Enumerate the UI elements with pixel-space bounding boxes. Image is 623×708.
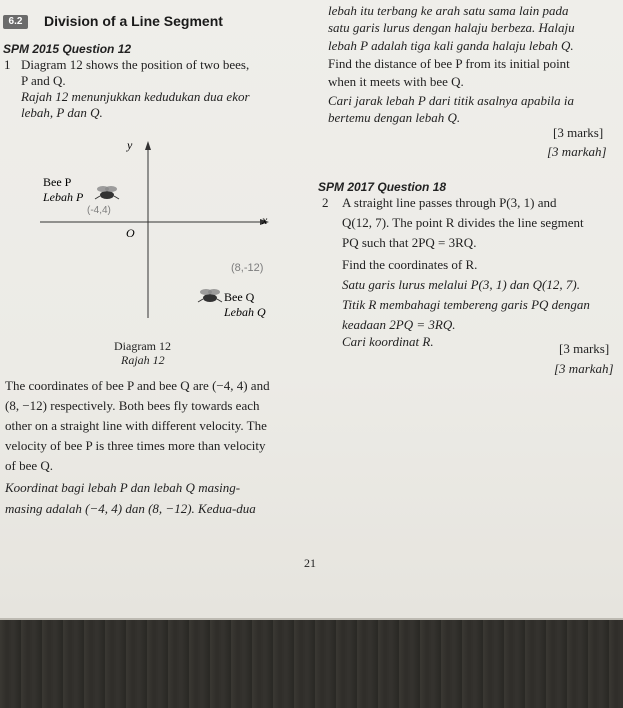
handwritten-p-coords: (-4,4) xyxy=(87,205,111,216)
body-line-3: other on a straight line with different velocity. The xyxy=(5,418,267,433)
question-2-malay-line-2: Titik R membahagi tembereng garis PQ dengan xyxy=(342,297,590,312)
bee-q-icon xyxy=(198,289,222,302)
page-number: 21 xyxy=(304,556,316,570)
desk-background xyxy=(0,620,623,708)
task-line-1: Find the distance of bee P from its initial point xyxy=(328,56,570,71)
question-number-2: 2 xyxy=(322,195,329,210)
task-malay-line-1: Cari jarak lebah P dari titik asalnya apabila ia xyxy=(328,93,575,108)
body-line-1: The coordinates of bee P and bee Q are (−4, 4) and xyxy=(5,378,270,393)
lebah-p-label: Lebah P xyxy=(43,190,84,204)
question-2-line-1: A straight line passes through P(3, 1) and xyxy=(342,195,557,210)
marks-1-malay: [3 markah] xyxy=(547,144,607,159)
marks-1: [3 marks] xyxy=(553,125,604,140)
task-malay-line-2: bertemu dengan lebah Q. xyxy=(328,110,461,125)
question-1-text-line2: P and Q. xyxy=(21,73,66,88)
malay-line-2: masing adalah (−4, 4) dan (8, −12). Kedua-dua xyxy=(5,501,256,516)
origin-label: O xyxy=(126,226,135,240)
question-2-find: Find the coordinates of R. xyxy=(342,257,478,272)
x-axis-label: x xyxy=(262,213,268,227)
section-title: Division of a Line Segment xyxy=(44,13,223,29)
exam-label-2017: SPM 2017 Question 18 xyxy=(318,180,447,194)
marks-2-malay: [3 markah] xyxy=(554,361,614,376)
marks-2: [3 marks] xyxy=(559,341,610,356)
lebah-q-label: Lebah Q xyxy=(224,305,266,319)
malay-top-line-1: lebah itu terbang ke arah satu sama lain pada xyxy=(328,3,569,18)
question-2-malay-line-3: keadaan 2PQ = 3RQ. xyxy=(342,317,456,332)
y-axis-label: y xyxy=(127,138,133,152)
task-line-2: when it meets with bee Q. xyxy=(328,74,464,89)
handwritten-q-coords: (8,-12) xyxy=(231,262,264,274)
malay-line-1: Koordinat bagi lebah P dan lebah Q masing- xyxy=(5,480,241,495)
exam-label-2015: SPM 2015 Question 12 xyxy=(3,42,132,56)
body-line-5: of bee Q. xyxy=(5,458,54,473)
bee-q-label: Bee Q xyxy=(224,290,255,304)
question-2-line-3: PQ such that 2PQ = 3RQ. xyxy=(342,235,477,250)
malay-top-line-3: lebah P adalah tiga kali ganda halaju lebah Q. xyxy=(328,38,574,53)
body-line-4: velocity of bee P is three times more than velocity xyxy=(5,438,266,453)
question-2-malay-line-1: Satu garis lurus melalui P(3, 1) dan Q(12, 7). xyxy=(342,277,580,292)
diagram-caption-malay: Rajah 12 xyxy=(121,353,165,367)
body-line-2: (8, −12) respectively. Both bees fly towards each xyxy=(5,398,260,413)
question-2-line-2: Q(12, 7). The point R divides the line segment xyxy=(342,215,584,230)
question-1-text-line1: Diagram 12 shows the position of two bees, xyxy=(21,57,250,72)
question-number-1: 1 xyxy=(4,57,11,72)
bee-p-icon xyxy=(95,186,119,199)
bee-p-label: Bee P xyxy=(43,175,72,189)
malay-top-line-2: satu garis lurus dengan halaju berbeza. Halaju xyxy=(328,20,575,35)
section-badge: 6.2 xyxy=(3,15,28,29)
y-axis-arrow xyxy=(145,141,151,150)
diagram-caption: Diagram 12 xyxy=(114,339,171,353)
question-1-malay-line2: lebah, P dan Q. xyxy=(21,105,103,120)
question-2-find-malay: Cari koordinat R. xyxy=(342,334,434,349)
question-1-malay-line1: Rajah 12 menunjukkan kedudukan dua ekor xyxy=(21,89,250,104)
